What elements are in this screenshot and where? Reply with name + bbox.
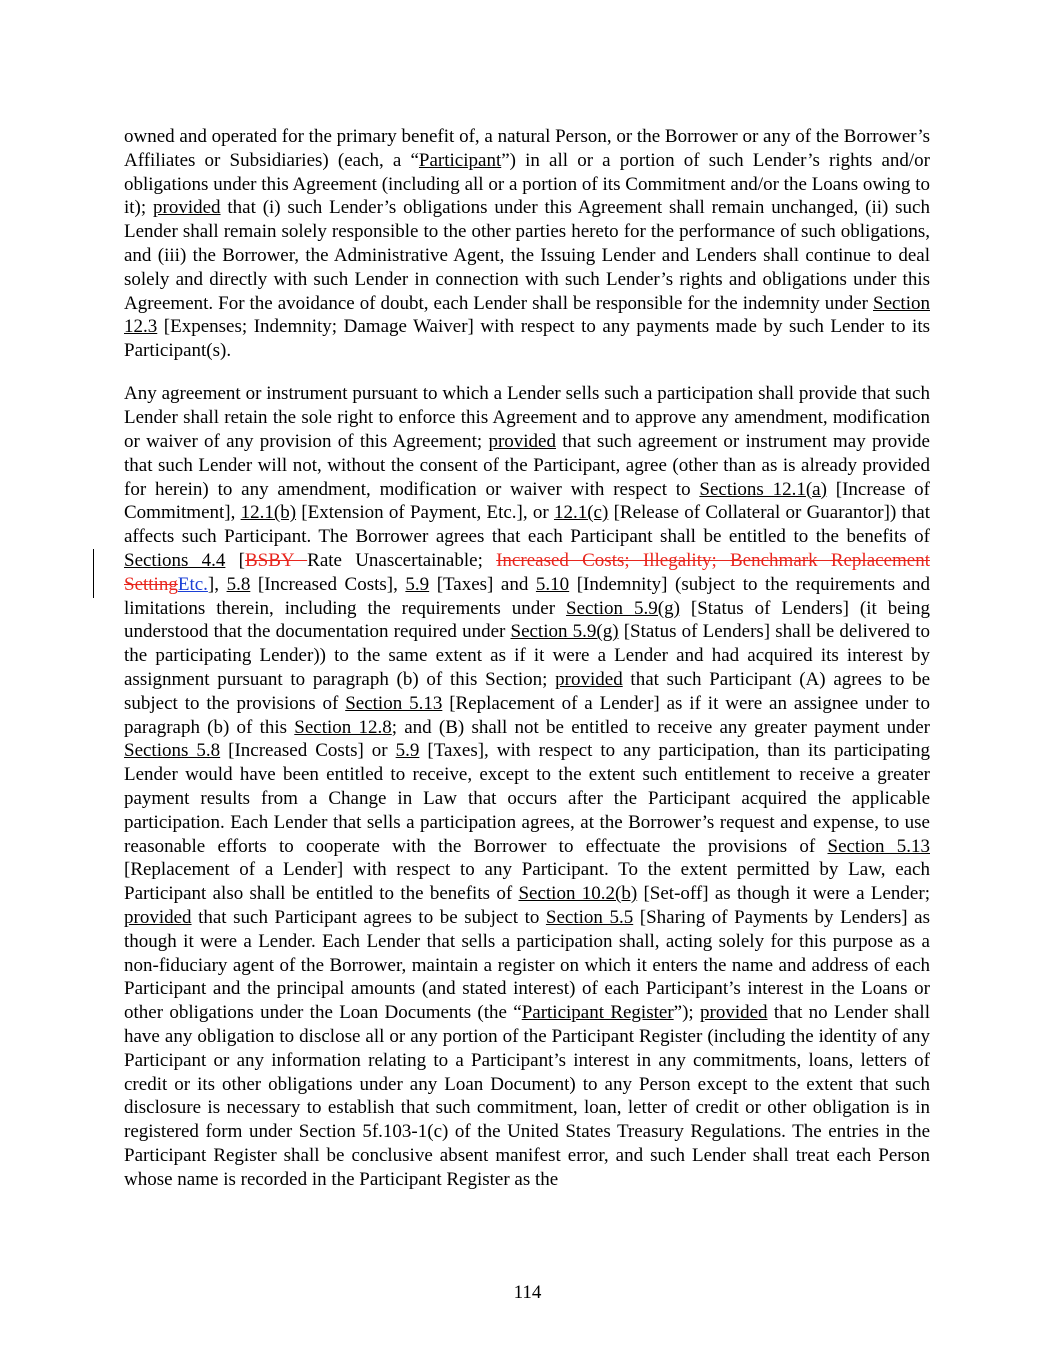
underlined-reference: Section 5.9(g) [510,621,619,643]
inserted-text: Etc. [177,573,208,595]
text-run: [Status of Lenders] (it being understood that the documentation required under [124,597,930,643]
underlined-reference: 5.8 [226,573,251,595]
underlined-reference: Section 5.9(g) [566,597,680,619]
text-run: [Status of Lenders] shall be delivered to the participating Lender)) to the same extent as if it were a Lender and had acquired its interest by assignment pursuant to paragraph (b) of this Section; [124,621,930,691]
underlined-reference: 12.1(b) [240,502,297,524]
underlined-reference: provided [124,907,192,928]
text-run: that such Participant agrees to be subject to [191,907,546,928]
text-run: [ [225,550,245,572]
page-number: 114 [513,1282,542,1303]
revision-change-bar [93,549,94,598]
underlined-reference: provided [153,197,221,219]
text-run: that no Lender shall have any obligation to disclose all or any portion of the Participant Register (including the identity of any Participant or any information relating to a Participant’s interest in any commitments, loans, letters of credit or its other obligations under any Loan Document) to any Person except to the extent that such disclosure is necessary to establish that such commitment, loan, letter of credit or other obligation is in registered form under Section 5f.103-1(c) of the United States Treasury Regulations. The entries in the Participant Register shall be conclusive absent manifest error, and such Lender shall treat each Person whose name is recorded in the Participant Register as the [124,1002,930,1190]
text-run: [Taxes], with respect to any participation, than its participating Lender would have been entitled to receive, except to the extent such entitlement to receive a greater payment results from a Change in Law that occurs after the Participant acquired the applicable participation. Each Lender that sells a participation agrees, at the Borrower’s request and expense, to use reasonable efforts to cooperate with the Borrower to effectuate the provisions of [124,740,930,857]
text-run: Any agreement or instrument pursuant to which a Lender sells such a participation shall provide that such Lender shall retain the sole right to enforce this Agreement and to approve any amendment, modification or waiver of any provision of this Agreement; [124,383,930,453]
text-run: [Increase of Commitment], [124,478,930,524]
text-run: ”) in all or a portion of such Lender’s rights and/or obligations under this Agreement (including all or a portion of its Commitment and/or the Loans owing to it); [124,149,930,219]
underlined-reference: provided [555,669,623,691]
text-run: [Increased Costs], [250,573,406,595]
text-run: that such agreement or instrument may provide that such Lender will not, without the consent of the Participant, agree (other than as is already provided for herein) to any amendment, modification or waiver with respect to [124,431,930,500]
document-body [124,125,930,1192]
underlined-reference: Section 12.8 [294,716,392,738]
underlined-reference: Participant [418,149,502,171]
text-run: [Replacement of a Lender] as if it were an assignee under to paragraph (b) of this [124,692,930,738]
underlined-reference: Section 5.13 [827,835,930,857]
text-run: [Taxes] and [429,573,536,595]
text-run: owned and operated for the primary benefit of, a natural Person, or the Borrower or any of the Borrower’s Affiliates or Subsidiaries) (each, a “ [124,126,930,171]
underlined-reference: Sections 12.1(a) [699,478,827,500]
text-run: that such Participant (A) agrees to be subject to the provisions of [124,669,931,714]
underlined-reference: 5.10 [535,573,570,595]
text-run: ”); [673,1002,701,1024]
underlined-reference: Section 5.13 [345,692,443,714]
underlined-reference: Sections 5.8 [124,740,221,762]
text-run: that (i) such Lender’s obligations under this Agreement shall remain unchanged, (ii) such Lender shall remain solely responsible to the other parties hereto for the performance of such obligations, and (iii) the Borrower, the Administrative Agent, the Issuing Lender and Lenders shall continue to deal solely and directly with such Lender in connection with such Lender’s rights and obligations under this Agreement. For the avoidance of doubt, each Lender shall be responsible for the indemnity under [124,197,930,314]
text-run: [Increased Costs] or [220,740,396,762]
underlined-reference: 12.1(c) [553,502,609,524]
text-run: [Release of Collateral or Guarantor]) that affects such Participant. The Borrower agrees that each Participant shall be entitled to the benefits of [124,502,931,548]
deleted-text: Increased Costs; Illegality; Benchmark Replacement Setting [124,550,931,595]
underlined-reference: provided [700,1002,768,1024]
paragraph-participation-terms [124,125,930,363]
text-run: [Extension of Payment, Etc.], or [296,502,554,524]
text-run: [Replacement of a Lender] with respect to any Participant. To the extent permitted by Law, each Participant also shall be entitled to the benefits of [124,859,930,905]
underlined-reference: Sections 4.4 [124,550,226,572]
text-run: [Expenses; Indemnity; Damage Waiver] with respect to any payments made by such Lender to its Participant(s). [124,316,930,362]
underlined-reference: 5.9 [405,573,430,595]
underlined-reference: Section 12.3 [124,292,930,338]
underlined-reference: Section 5.5 [545,907,634,928]
text-run: [Set-off] as though it were a Lender; [637,883,930,905]
underlined-reference: Section 10.2(b) [518,883,638,905]
text-run: [Sharing of Payments by Lenders] as though it were a Lender. Each Lender that sells a participation shall, acting solely for this purpose as a non-fiduciary agent of the Borrower, maintain a register on which it enters the name and address of each Participant and the principal amounts (and stated interest) of each Participant’s interest in the Loans or other obligations under the Loan Documents (the “ [124,907,930,1024]
text-run: ], [207,573,227,595]
underlined-reference: provided [488,431,556,453]
paragraph-participant-rights [124,382,930,1191]
text-run: [Indemnity] (subject to the requirements and limitations therein, including the requirements under [124,573,930,619]
text-run: Rate Unascertainable; [307,550,497,572]
underlined-reference: 5.9 [395,740,420,762]
text-run: ; and (B) shall not be entitled to receive any greater payment under [391,716,930,738]
deleted-text: BSBY [244,550,308,572]
underlined-reference: Participant Register [521,1002,674,1024]
